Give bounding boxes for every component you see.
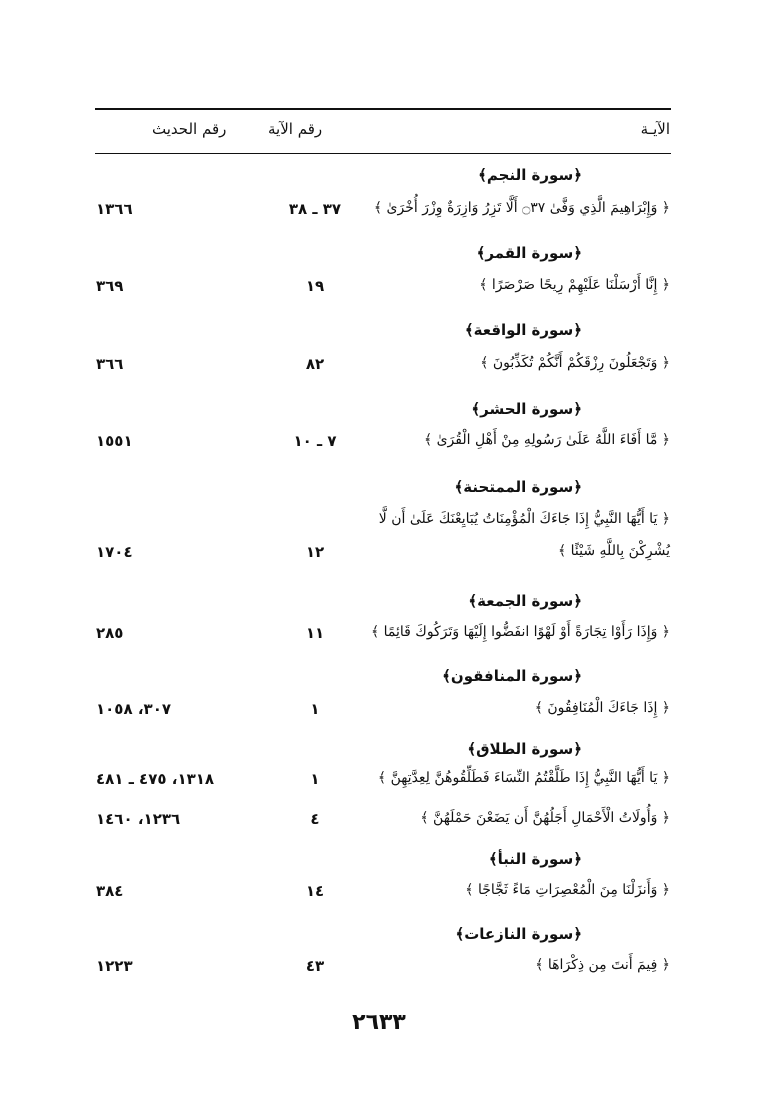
hadith-number-column-header: رقم الحديث bbox=[152, 120, 227, 138]
ayah-number: ٧ ـ ١٠ bbox=[293, 432, 337, 450]
verse-text: ﴿ يَا أَيُّهَا النَّبِيُّ إِذَا جَاءَكَ الْمُؤْمِنَاتُ يُبَايِعْنَكَ عَلَىٰ أَن لَّا bbox=[378, 511, 670, 527]
top-rule bbox=[95, 108, 671, 110]
verse-text: ﴿ إِنَّا أَرْسَلْنَا عَلَيْهِمْ رِيحًا صَرْصَرًا ﴾ bbox=[479, 277, 670, 293]
surah-title: ﴿سورة القمر﴾ bbox=[476, 244, 582, 262]
header-rule bbox=[95, 153, 671, 154]
hadith-number: ٣٦٦ bbox=[96, 355, 124, 373]
verse-text: ﴿ وَإِذَا رَأَوْا تِجَارَةً أَوْ لَهْوًا انفَضُّوا إِلَيْهَا وَتَرَكُوكَ قَائِمًا ﴾ bbox=[370, 624, 670, 640]
hadith-number: ١٣٦٦ bbox=[96, 200, 133, 218]
verse-text: ﴿ وَأُولَاتُ الْأَحْمَالِ أَجَلُهُنَّ أَن يَضَعْنَ حَمْلَهُنَّ ﴾ bbox=[420, 810, 670, 826]
hadith-number: ٣٠٧، ١٠٥٨ bbox=[96, 700, 172, 718]
ayah-number: ٨٢ bbox=[305, 355, 325, 373]
hadith-number: ١٧٠٤ bbox=[96, 543, 133, 561]
verse-text: ﴿ وَتَجْعَلُونَ رِزْقَكُمْ أَنَّكُمْ تُكَذِّبُونَ ﴾ bbox=[480, 355, 670, 371]
ayah-number: ٣٧ ـ ٣٨ bbox=[288, 200, 342, 218]
surah-title: ﴿سورة الحشر﴾ bbox=[471, 400, 582, 418]
surah-title: ﴿سورة المنافقون﴾ bbox=[442, 667, 582, 685]
surah-title: ﴿سورة الممتحنة﴾ bbox=[454, 478, 582, 496]
verse-text: ﴿ إِذَا جَاءَكَ الْمُنَافِقُونَ ﴾ bbox=[534, 700, 670, 716]
page-number: ٢٦٣٣ bbox=[352, 1010, 406, 1035]
ayah-number-column-header: رقم الآية bbox=[268, 120, 323, 138]
verse-text: ﴿ وَأَنزَلْنَا مِنَ الْمُعْصِرَاتِ مَاءً ثَجَّاجًا ﴾ bbox=[465, 882, 670, 898]
surah-title: ﴿سورة النجم﴾ bbox=[478, 166, 582, 184]
verse-column-header: الآيـة bbox=[640, 120, 670, 138]
hadith-number: ١٢٣٦، ١٤٦٠ bbox=[96, 810, 181, 828]
ayah-number: ٤٣ bbox=[305, 957, 325, 975]
surah-title: ﴿سورة النازعات﴾ bbox=[455, 925, 582, 943]
ayah-number: ١٩ bbox=[305, 277, 325, 295]
hadith-number: ٣٦٩ bbox=[96, 277, 124, 295]
ayah-number: ٤ bbox=[310, 810, 320, 828]
ayah-number: ١١ bbox=[305, 624, 325, 642]
hadith-number: ١٢٢٣ bbox=[96, 957, 133, 975]
verse-text: ﴿ فِيمَ أَنتَ مِن ذِكْرَاهَا ﴾ bbox=[535, 957, 670, 973]
ayah-number: ١٢ bbox=[305, 543, 325, 561]
ayah-number: ١ bbox=[310, 700, 320, 718]
surah-title: ﴿سورة النبأ﴾ bbox=[488, 850, 582, 868]
verse-text: ﴿ مَّا أَفَاءَ اللَّهُ عَلَىٰ رَسُولِهِ مِنْ أَهْلِ الْقُرَىٰ ﴾ bbox=[423, 432, 670, 448]
hadith-number: ٣٨٤ bbox=[96, 882, 124, 900]
verse-text: ﴿ وَإِبْرَاهِيمَ الَّذِي وَفَّىٰ ۝٣٧ أَلَّا تَزِرُ وَازِرَةٌ وِزْرَ أُخْرَىٰ ﴾ bbox=[373, 200, 670, 216]
ayah-number: ١ bbox=[310, 770, 320, 788]
hadith-number: ١٣١٨، ٤٧٥ ـ ٤٨١ bbox=[96, 770, 215, 788]
hadith-number: ٢٨٥ bbox=[96, 624, 124, 642]
surah-title: ﴿سورة الجمعة﴾ bbox=[468, 592, 582, 610]
verse-text: ﴿ يَا أَيُّهَا النَّبِيُّ إِذَا طَلَّقْتُمُ النِّسَاءَ فَطَلِّقُوهُنَّ لِعِدَّتِهِنَّ ﴾ bbox=[377, 770, 670, 786]
verse-text-continuation: يُشْرِكْنَ بِاللَّهِ شَيْئًا ﴾ bbox=[558, 543, 670, 559]
ayah-number: ١٤ bbox=[305, 882, 325, 900]
hadith-number: ١٥٥١ bbox=[96, 432, 133, 450]
surah-title: ﴿سورة الطلاق﴾ bbox=[467, 740, 582, 758]
surah-title: ﴿سورة الواقعة﴾ bbox=[464, 321, 582, 339]
